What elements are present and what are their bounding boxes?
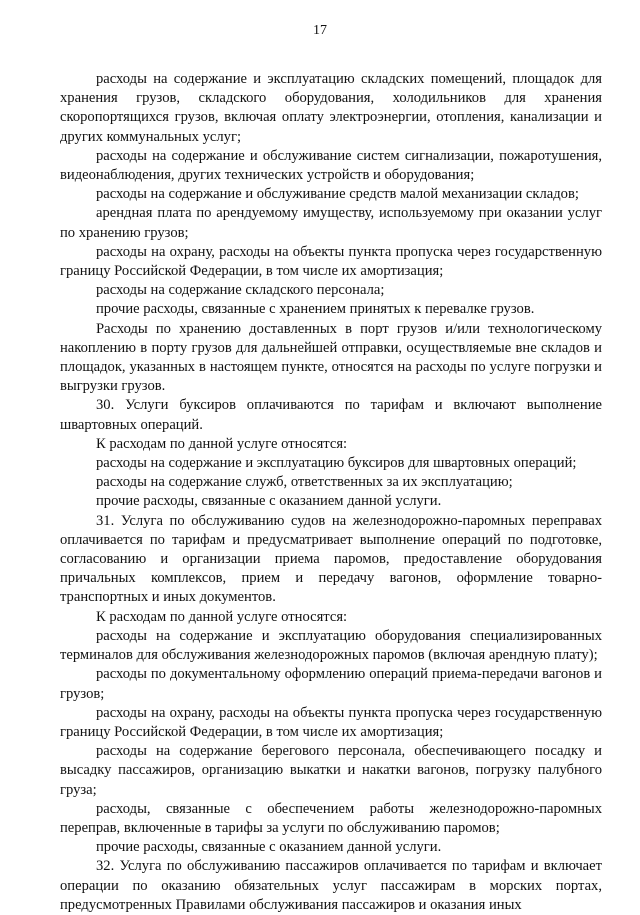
paragraph: расходы на охрану, расходы на объекты пункта пропуска через государственную границу Российской Федерации, в том числе их амортизация;: [60, 704, 602, 740]
paragraph: расходы на содержание и эксплуатацию складских помещений, площадок для хранения грузов, складского оборудования, холодильников для хранения скоропортящихся грузов, включая оплату электроэнергии, отопления, канализации и других коммунальных услуг;: [60, 71, 602, 145]
page-number: 17: [313, 23, 327, 38]
paragraph: К расходам по данной услуге относятся:: [96, 608, 348, 625]
section-30-paragraph: 30. Услуги буксиров оплачиваются по тарифам и включают выполнение швартовных операций.: [60, 397, 602, 433]
paragraph: Расходы по хранению доставленных в порт грузов и/или технологическому накоплению в порту грузов для дальнейшей отправки, осуществляемые вне складов и площадок, указанных в настоящем пункте, относятся на расходы по услуге погрузки и выгрузки грузов.: [60, 320, 602, 395]
paragraph: прочие расходы, связанные с оказанием данной услуги.: [96, 839, 442, 856]
paragraph: расходы на содержание служб, ответственных за их эксплуатацию;: [96, 474, 513, 491]
paragraph: прочие расходы, связанные с оказанием данной услуги.: [96, 493, 442, 510]
paragraph: расходы на содержание и обслуживание средств малой механизации складов;: [96, 186, 579, 203]
paragraph: расходы на содержание складского персонала;: [96, 282, 385, 299]
paragraph: расходы на содержание и эксплуатацию буксиров для швартовных операций;: [96, 455, 577, 472]
paragraph: расходы на содержание и обслуживание систем сигнализации, пожаротушения, видеонаблюдения, других технических устройств и оборудования;: [60, 147, 602, 184]
paragraph: расходы на содержание берегового персонала, обеспечивающего посадку и высадку пассажиров, организацию выкатки и накатки вагонов, погрузку палубного груза;: [60, 743, 602, 798]
paragraph: расходы, связанные с обеспечением работы железнодорожно-паромных переправ, включенные в тарифы за услуги по обслуживанию паромов;: [60, 800, 602, 836]
paragraph: расходы по документальному оформлению операций приема-передачи вагонов и грузов;: [60, 666, 602, 702]
paragraph: арендная плата по арендуемому имуществу, используемому при оказании услуг по хранению грузов;: [60, 205, 602, 241]
paragraph: прочие расходы, связанные с хранением принятых к перевалке грузов.: [96, 301, 535, 318]
section-32-paragraph: 32. Услуга по обслуживанию пассажиров оплачивается по тарифам и включает операции по оказанию обязательных услуг пассажирам в морских портах, предусмотренных Правилами обслуживания пассажиров и оказания иных: [60, 858, 602, 913]
section-31-paragraph: 31. Услуга по обслуживанию судов на железнодорожно-паромных переправах оплачивается по тарифам и предусматривает выполнение операций по подготовке, согласованию и организации приема паромов, предоставление оборудования причальных комплексов, прием и передачу вагонов, оформление товарно-транспортных и иных документов.: [60, 512, 602, 606]
document-body: [60, 70, 602, 915]
paragraph: расходы на содержание и эксплуатацию оборудования специализированных терминалов для обслуживания железнодорожных паромов (включая арендную плату);: [60, 627, 602, 664]
paragraph: К расходам по данной услуге относятся:: [96, 435, 348, 452]
paragraph: расходы на охрану, расходы на объекты пункта пропуска через государственную границу Российской Федерации, в том числе их амортизация;: [60, 243, 602, 280]
